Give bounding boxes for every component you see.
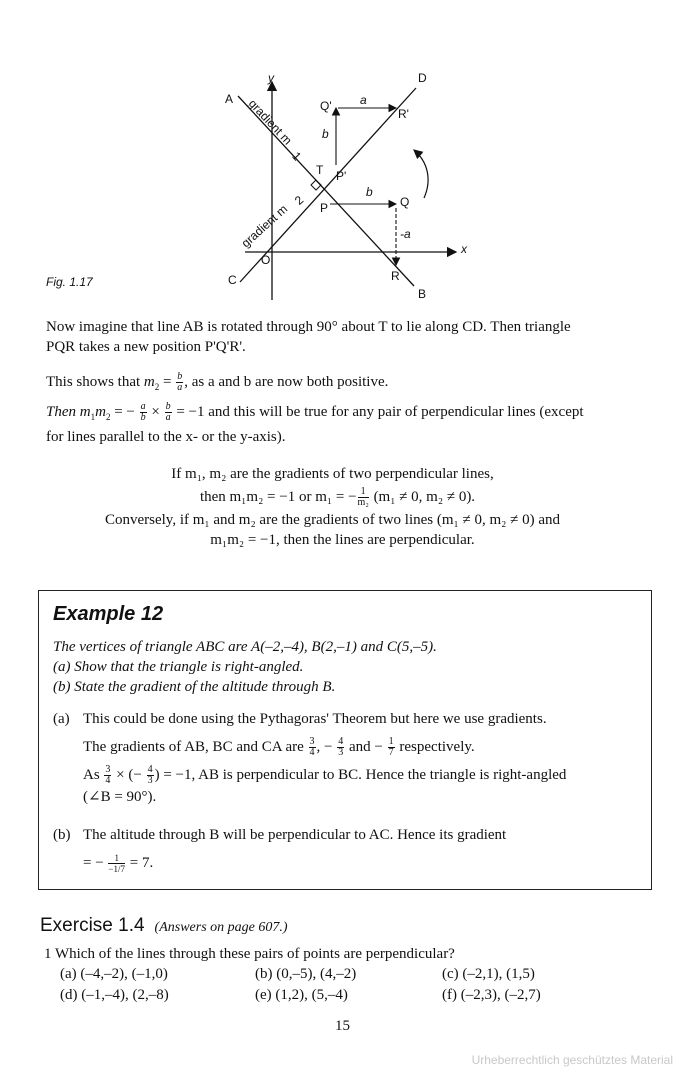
label-o: O xyxy=(261,253,271,267)
exercise-item-f: (f) (–2,3), (–2,7) xyxy=(442,987,541,1003)
figure-caption: Fig. 1.17 xyxy=(46,275,93,289)
paragraph-shows: This shows that $m_2$ = $\frac{b}{a}$ , as a and b are now both positive. xyxy=(46,371,389,394)
label-gradient-m1: gradient m xyxy=(245,96,295,148)
label-t: T xyxy=(316,163,324,177)
label-y: y xyxy=(268,71,274,85)
label-gradient-m2-sub: 2 xyxy=(291,192,307,208)
exercise-question-1: 1 Which of the lines through these pairs of points are perpendicular? xyxy=(44,946,455,962)
label-r-prime: R' xyxy=(398,107,409,121)
answer-b-label: (b) xyxy=(53,827,71,843)
label-b-point: B xyxy=(418,287,427,301)
example-question: The vertices of triangle ABC are A(–2,–4), B(2,–1) and C(5,–5). (a) Show that the triangle is right-angled. (b) State the gradient of the altitude through B. xyxy=(53,639,437,695)
label-c: C xyxy=(228,273,237,287)
paragraph-then: Then $m_1m_2$ = − $\frac{a}{b}$ × $\frac{b}{a}$ = −1 and this will be true for any pair of perpendicular lines (except for lines parallel to the x- or the y-axis). xyxy=(46,401,584,445)
figure-1-17 xyxy=(0,60,685,305)
watermark: Urheberrechtlich geschütztes Material xyxy=(471,1053,673,1067)
exercise-heading xyxy=(40,915,288,937)
label-d: D xyxy=(418,71,427,85)
label-x: x xyxy=(461,242,467,256)
perpendicular-rule: If m₁, m₂ are the gradients of two perpendicular lines, then m₁m₂ = −1 or m₁ = − $\frac{1}{\text{m₂}}$ (m₁ ≠ 0, m₂ ≠ 0). Conversely, if m₁ and m₂ are the gradients of two lines (m₁ ≠ 0, m₂ ≠ 0) and m₁m₂ = −1, then the lines are perpendicular. xyxy=(104,466,561,548)
paragraph-rotation: Now imagine that line AB is rotated through 90° about T to lie along CD. Then triangle PQR takes a new position P'Q'R'. xyxy=(46,319,571,355)
label-neg-a: -a xyxy=(400,227,411,241)
answer-b: The altitude through B will be perpendicular to AC. Hence its gradient = − $\frac{1}{-1/7}$ = 7. xyxy=(83,827,507,875)
exercise-item-c: (c) (–2,1), (1,5) xyxy=(442,966,535,982)
label-q: Q xyxy=(400,195,410,209)
label-gradient-m2: gradient m xyxy=(238,201,291,251)
page-number: 15 xyxy=(335,1018,350,1034)
label-p-prime: P' xyxy=(336,169,347,183)
label-gradient-m1-sub: 1 xyxy=(289,148,305,164)
answer-a-label: (a) xyxy=(53,711,70,727)
exercise-item-e: (e) (1,2), (5,–4) xyxy=(255,987,348,1003)
example-box xyxy=(38,590,652,890)
label-b-mid: b xyxy=(366,185,373,199)
exercise-item-a: (a) (–4,–2), (–1,0) xyxy=(60,966,168,982)
exercise-title: Exercise 1.4 xyxy=(40,915,145,936)
label-b-left: b xyxy=(322,127,329,141)
answer-a: This could be done using the Pythagoras' Theorem but here we use gradients. The gradients of AB, BC and CA are $\frac{3}{4}$ , − $\frac{4}{3}$ and − $\frac{1}{7}$ respectively. As $\frac{3}{4}$ × (− $\frac{4}{3}$ ) = −1, AB is perpendicular to BC. Hence the triangle is right-angled (∠B = 90°). xyxy=(83,711,567,805)
exercise-answers-ref: (Answers on page 607.) xyxy=(154,920,288,935)
label-a-point: A xyxy=(225,92,234,106)
example-title: Example 12 xyxy=(53,603,164,625)
label-q-prime: Q' xyxy=(320,99,332,113)
label-p: P xyxy=(320,201,329,215)
exercise-item-b: (b) (0,–5), (4,–2) xyxy=(255,966,357,982)
label-a-top: a xyxy=(360,93,367,107)
exercise-item-d: (d) (–1,–4), (2,–8) xyxy=(60,987,169,1003)
label-r: R xyxy=(391,269,400,283)
